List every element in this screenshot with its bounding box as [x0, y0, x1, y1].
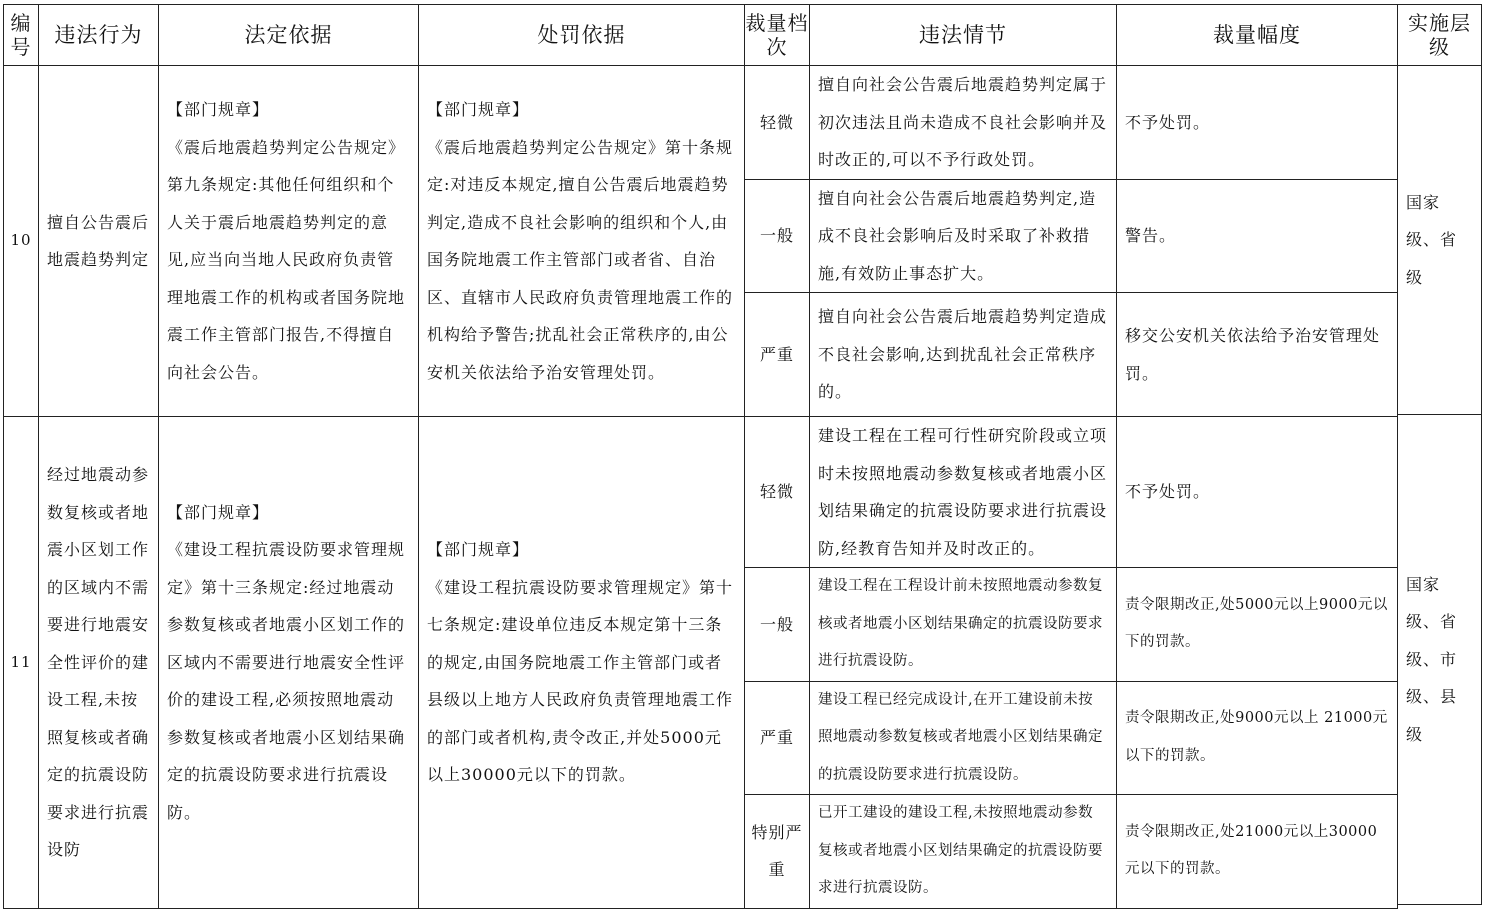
legal-basis-text: 《震后地震趋势判定公告规定》第九条规定:其他任何组织和个人关于震后地震趋势判定的意见,应当向当地人民政府负责管理地震工作的机构或者国务院地震工作主管部门报告,不得擅自向社会公告。 — [167, 137, 406, 382]
header-circumstance: 违法情节 — [810, 5, 1117, 66]
header-level: 实施层级 — [1398, 5, 1482, 66]
range-text: 责令限期改正,处9000元以上 21000元以下的罚款。 — [1117, 681, 1398, 795]
violation-act: 经过地震动参数复核或者地震小区划工作的区域内不需要进行地震安全性评价的建设工程,未按照复核或者确定的抗震设防要求进行抗震设防 — [39, 417, 159, 909]
circumstance-text: 擅自向社会公告震后地震趋势判定,造成不良社会影响后及时采取了补救措施,有效防止事态扩大。 — [810, 179, 1117, 293]
header-legal-basis: 法定依据 — [159, 5, 419, 66]
implementation-level: 国家级、省级、市级、县级 — [1398, 415, 1482, 905]
table-row — [4, 417, 1399, 568]
range-text: 不予处罚。 — [1117, 66, 1398, 180]
level-column — [1397, 4, 1482, 905]
row-number: 11 — [4, 417, 39, 909]
header-no: 编号 — [4, 5, 39, 66]
violation-act: 擅自公告震后地震趋势判定 — [39, 66, 159, 417]
header-range: 裁量幅度 — [1117, 5, 1398, 66]
penalty-basis-cell — [419, 417, 745, 909]
circumstance-text: 擅自向社会公告震后地震趋势判定造成不良社会影响,达到扰乱社会正常秩序的。 — [810, 293, 1117, 417]
legal-basis-text: 《建设工程抗震设防要求管理规定》第十三条规定:经过地震动参数复核或者地震小区划工作的区域内不需要进行地震安全性评价的建设工程,必须按照地震动参数复核或者地震小区划结果确定的抗震设防要求进行抗震设防。 — [167, 540, 406, 822]
penalty-basis-tag: 【部门规章】 — [427, 540, 530, 559]
range-text: 责令限期改正,处5000元以上9000元以下的罚款。 — [1117, 568, 1398, 682]
header-row — [4, 5, 1399, 66]
penalty-basis-text: 《震后地震趋势判定公告规定》第十条规定:对违反本规定,擅自公告震后地震趋势判定,造成不良社会影响的组织和个人,由国务院地震工作主管部门或者省、自治区、直辖市人民政府负责管理地震工作的机构给予警告;扰乱社会正常秩序的,由公安机关依法给予治安管理处罚。 — [427, 137, 734, 382]
circumstance-text: 擅自向社会公告震后地震趋势判定属于初次违法且尚未造成不良社会影响并及时改正的,可以不予行政处罚。 — [810, 66, 1117, 180]
header-grade: 裁量档次 — [745, 5, 810, 66]
penalty-basis-tag: 【部门规章】 — [427, 100, 530, 119]
circumstance-text: 已开工建设的建设工程,未按照地震动参数复核或者地震小区划结果确定的抗震设防要求进行抗震设防。 — [810, 795, 1117, 909]
grade-label: 一般 — [745, 568, 810, 682]
header-act: 违法行为 — [39, 5, 159, 66]
penalty-discretion-table — [3, 4, 1399, 909]
grade-label: 严重 — [745, 293, 810, 417]
circumstance-text: 建设工程在工程设计前未按照地震动参数复核或者地震小区划结果确定的抗震设防要求进行抗震设防。 — [810, 568, 1117, 682]
grade-label: 轻微 — [745, 417, 810, 568]
legal-basis-cell — [159, 417, 419, 909]
circumstance-text: 建设工程已经完成设计,在开工建设前未按照地震动参数复核或者地震小区划结果确定的抗震设防要求进行抗震设防。 — [810, 681, 1117, 795]
range-text: 移交公安机关依法给予治安管理处罚。 — [1117, 293, 1398, 417]
grade-label: 特别严重 — [745, 795, 810, 909]
legal-basis-tag: 【部门规章】 — [167, 502, 270, 522]
range-text: 警告。 — [1117, 179, 1398, 293]
range-text: 不予处罚。 — [1117, 417, 1398, 568]
penalty-basis-cell — [419, 66, 745, 417]
table-row — [4, 66, 1399, 180]
legal-basis-cell — [159, 66, 419, 417]
grade-label: 一般 — [745, 179, 810, 293]
circumstance-text: 建设工程在工程可行性研究阶段或立项时未按照地震动参数复核或者地震小区划结果确定的抗震设防要求进行抗震设防,经教育告知并及时改正的。 — [810, 417, 1117, 568]
legal-basis-tag: 【部门规章】 — [167, 100, 270, 119]
penalty-basis-text: 《建设工程抗震设防要求管理规定》第十七条规定:建设单位违反本规定第十三条的规定,由国务院地震工作主管部门或者县级以上地方人民政府负责管理地震工作的部门或者机构,责令改正,并处5000元以上30000元以下的罚款。 — [427, 577, 734, 784]
range-text: 责令限期改正,处21000元以上30000元以下的罚款。 — [1117, 795, 1398, 909]
grade-label: 轻微 — [745, 66, 810, 180]
implementation-level: 国家级、省级 — [1398, 66, 1482, 415]
grade-label: 严重 — [745, 681, 810, 795]
header-penalty-basis: 处罚依据 — [419, 5, 745, 66]
row-number: 10 — [4, 66, 39, 417]
